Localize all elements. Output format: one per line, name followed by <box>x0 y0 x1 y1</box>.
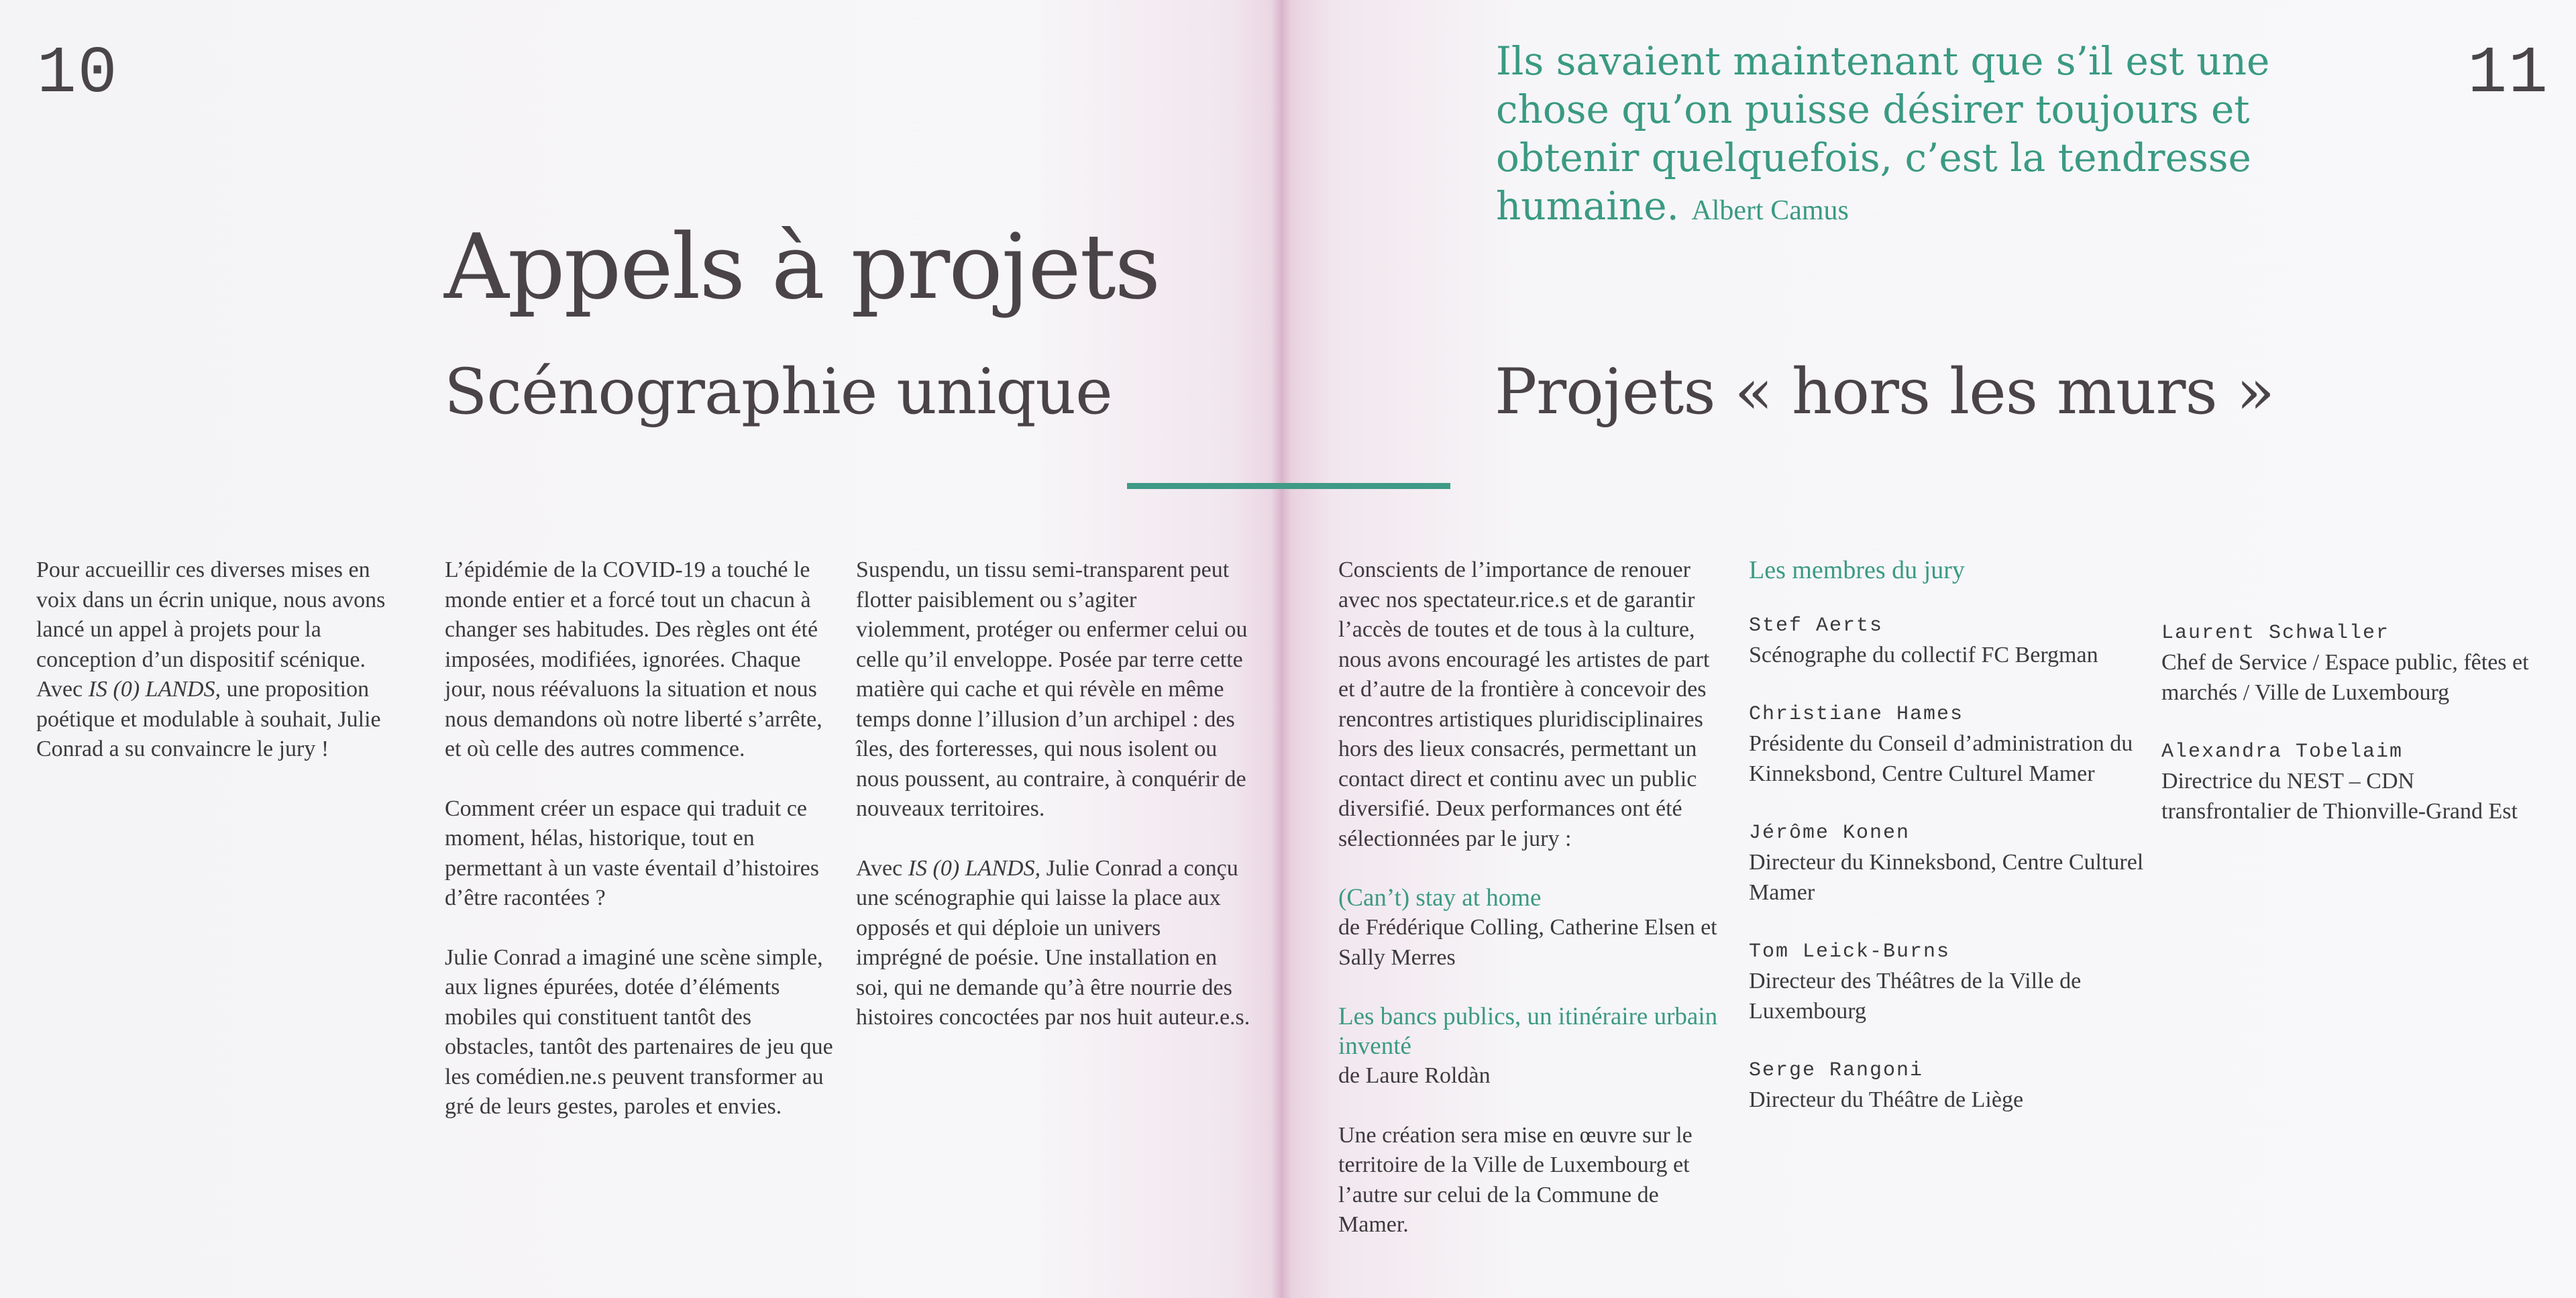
quote-text: Ils savaient maintenant que s’il est une chose qu’on puisse désirer toujours et obtenir quelquefois, c’est la tendresse humaine. <box>1496 38 2270 229</box>
member-role: Directeur du Théâtre de Liège <box>1749 1087 2024 1112</box>
member-role: Chef de Service / Espace public, fêtes et marchés / Ville de Luxembourg <box>2161 650 2529 705</box>
project-entry <box>1338 883 1731 973</box>
project-title: Les bancs publics, un itinéraire urbain inventé <box>1338 1003 1718 1060</box>
member-role: Directeur des Théâtres de la Ville de Luxembourg <box>1749 969 2082 1024</box>
paragraph: L’épidémie de la COVID-19 a touché le monde entier et a forcé tout un chacun à changer ses habitudes. Des règles ont été imposées, modifiées, ignorées. Chaque jour, nous réévaluons la situation et nous nous demandons où notre liberté s’arrête, et où celle des autres commence. <box>445 557 822 761</box>
project-title: (Can’t) stay at home <box>1338 884 1542 912</box>
paragraph: Suspendu, un tissu semi-transparent peut flotter paisiblement ou s’agiter violemment, protéger ou enfermer celui ou celle qu’il enveloppe. Posée par terre cette matière qui cache et qui révèle en même temps donne l’illusion d’un archipel : des îles, des forteresses, qui nous isolent ou nous poussent, au contraire, à conquérir de nouveaux territoires. <box>856 557 1248 821</box>
member-role: Directeur du Kinneksbond, Centre Culturel Mamer <box>1749 850 2144 905</box>
paragraph: Comment créer un espace qui traduit ce moment, hélas, historique, tout en permettant à un vaste éventail d’histoires d’être racontées ? <box>445 796 819 910</box>
paragraph: Conscients de l’importance de renouer avec nos spectateur.rice.s et de garantir l’accès de toutes et de tous à la culture, nous avons encouragé les artistes de part et d’autre de la frontière à concevoir des rencontres artistiques pluridisciplinaires hors des lieux consacrés, permettant un contact direct et continu avec un public diversifié. Deux performances ont été sélectionnées par le jury : <box>1338 557 1710 851</box>
paragraph <box>856 854 1252 1033</box>
work-title-italic: IS (0) LANDS, <box>88 677 221 702</box>
quote-author: Albert Camus <box>1691 195 1849 226</box>
member-name: Christiane Hames <box>1749 703 1964 726</box>
jury-member <box>1749 1056 2151 1116</box>
member-name: Tom Leick-Burns <box>1749 940 1951 963</box>
member-name: Alexandra Tobelaim <box>2161 741 2404 763</box>
member-role: Directrice du NEST – CDN transfrontalier de Thionville-Grand Est <box>2161 769 2518 824</box>
text-run: Pour accueillir ces diverses mises en voix dans un écrin unique, nous avons lancé un appel à projets pour la conception d’un dispositif scénique. Avec <box>36 557 386 702</box>
project-entry <box>1338 1002 1731 1091</box>
work-title-italic: IS (0) LANDS, <box>908 855 1041 881</box>
page-subtitle: Scénographie unique <box>444 356 1112 429</box>
project-credit: de Frédérique Colling, Catherine Elsen et Sally Merres <box>1338 915 1717 970</box>
project-credit: de Laure Roldàn <box>1338 1063 1491 1088</box>
paragraph <box>36 555 412 765</box>
jury-heading: Les membres du jury <box>1749 556 1965 584</box>
page-title: Appels à projets <box>444 215 1160 319</box>
section-title-right: Projets « hors les murs » <box>1495 356 2275 429</box>
text-run: Avec <box>856 855 908 881</box>
text-column-1 <box>36 555 412 794</box>
jury-member <box>1749 611 2151 671</box>
jury-member <box>1749 700 2151 789</box>
page-number-left: 10 <box>37 37 119 111</box>
text-column-2 <box>445 555 834 1152</box>
jury-column-1 <box>1749 555 2151 1145</box>
text-column-3 <box>856 555 1252 1063</box>
book-gutter <box>1271 0 1291 1298</box>
jury-member <box>2161 618 2537 708</box>
member-role: Présidente du Conseil d’administration du Kinneksbond, Centre Culturel Mamer <box>1749 731 2133 786</box>
member-name: Serge Rangoni <box>1749 1059 1924 1082</box>
paragraph: Une création sera mise en œuvre sur le territoire de la Ville de Luxembourg et l’autre sur celui de la Commune de Mamer. <box>1338 1122 1693 1237</box>
paragraph: Julie Conrad a imaginé une scène simple, aux lignes épurées, dotée d’éléments mobiles qui constituent tantôt des obstacles, tantôt des partenaires de jeu que les comédien.ne.s peuvent transformer au gré de leurs gestes, paroles et envies. <box>445 944 833 1119</box>
text-run: une proposition poétique et modulable à souhait, Julie Conrad a su convaincre le jury ! <box>36 677 381 761</box>
accent-rule-left <box>1127 483 1281 489</box>
text-column-4 <box>1338 555 1731 1270</box>
page-number-right: 11 <box>2467 37 2549 111</box>
jury-member <box>1749 818 2151 908</box>
accent-rule-right <box>1281 483 1450 489</box>
epigraph-quote <box>1496 37 2334 235</box>
jury-member <box>1749 937 2151 1026</box>
member-role: Scénographe du collectif FC Bergman <box>1749 642 2098 667</box>
jury-column-2 <box>2161 618 2537 856</box>
text-run: Julie Conrad a conçu une scénographie qui laisse la place aux opposés et qui déploie un univers imprégné de poésie. Une installation en soi, qui ne demande qu’à être nourrie des histoires concoctées par nos huit auteur.e.s. <box>856 855 1250 1030</box>
member-name: Jérôme Konen <box>1749 822 1911 845</box>
member-name: Laurent Schwaller <box>2161 622 2390 645</box>
jury-member <box>2161 737 2537 826</box>
member-name: Stef Aerts <box>1749 614 1884 637</box>
